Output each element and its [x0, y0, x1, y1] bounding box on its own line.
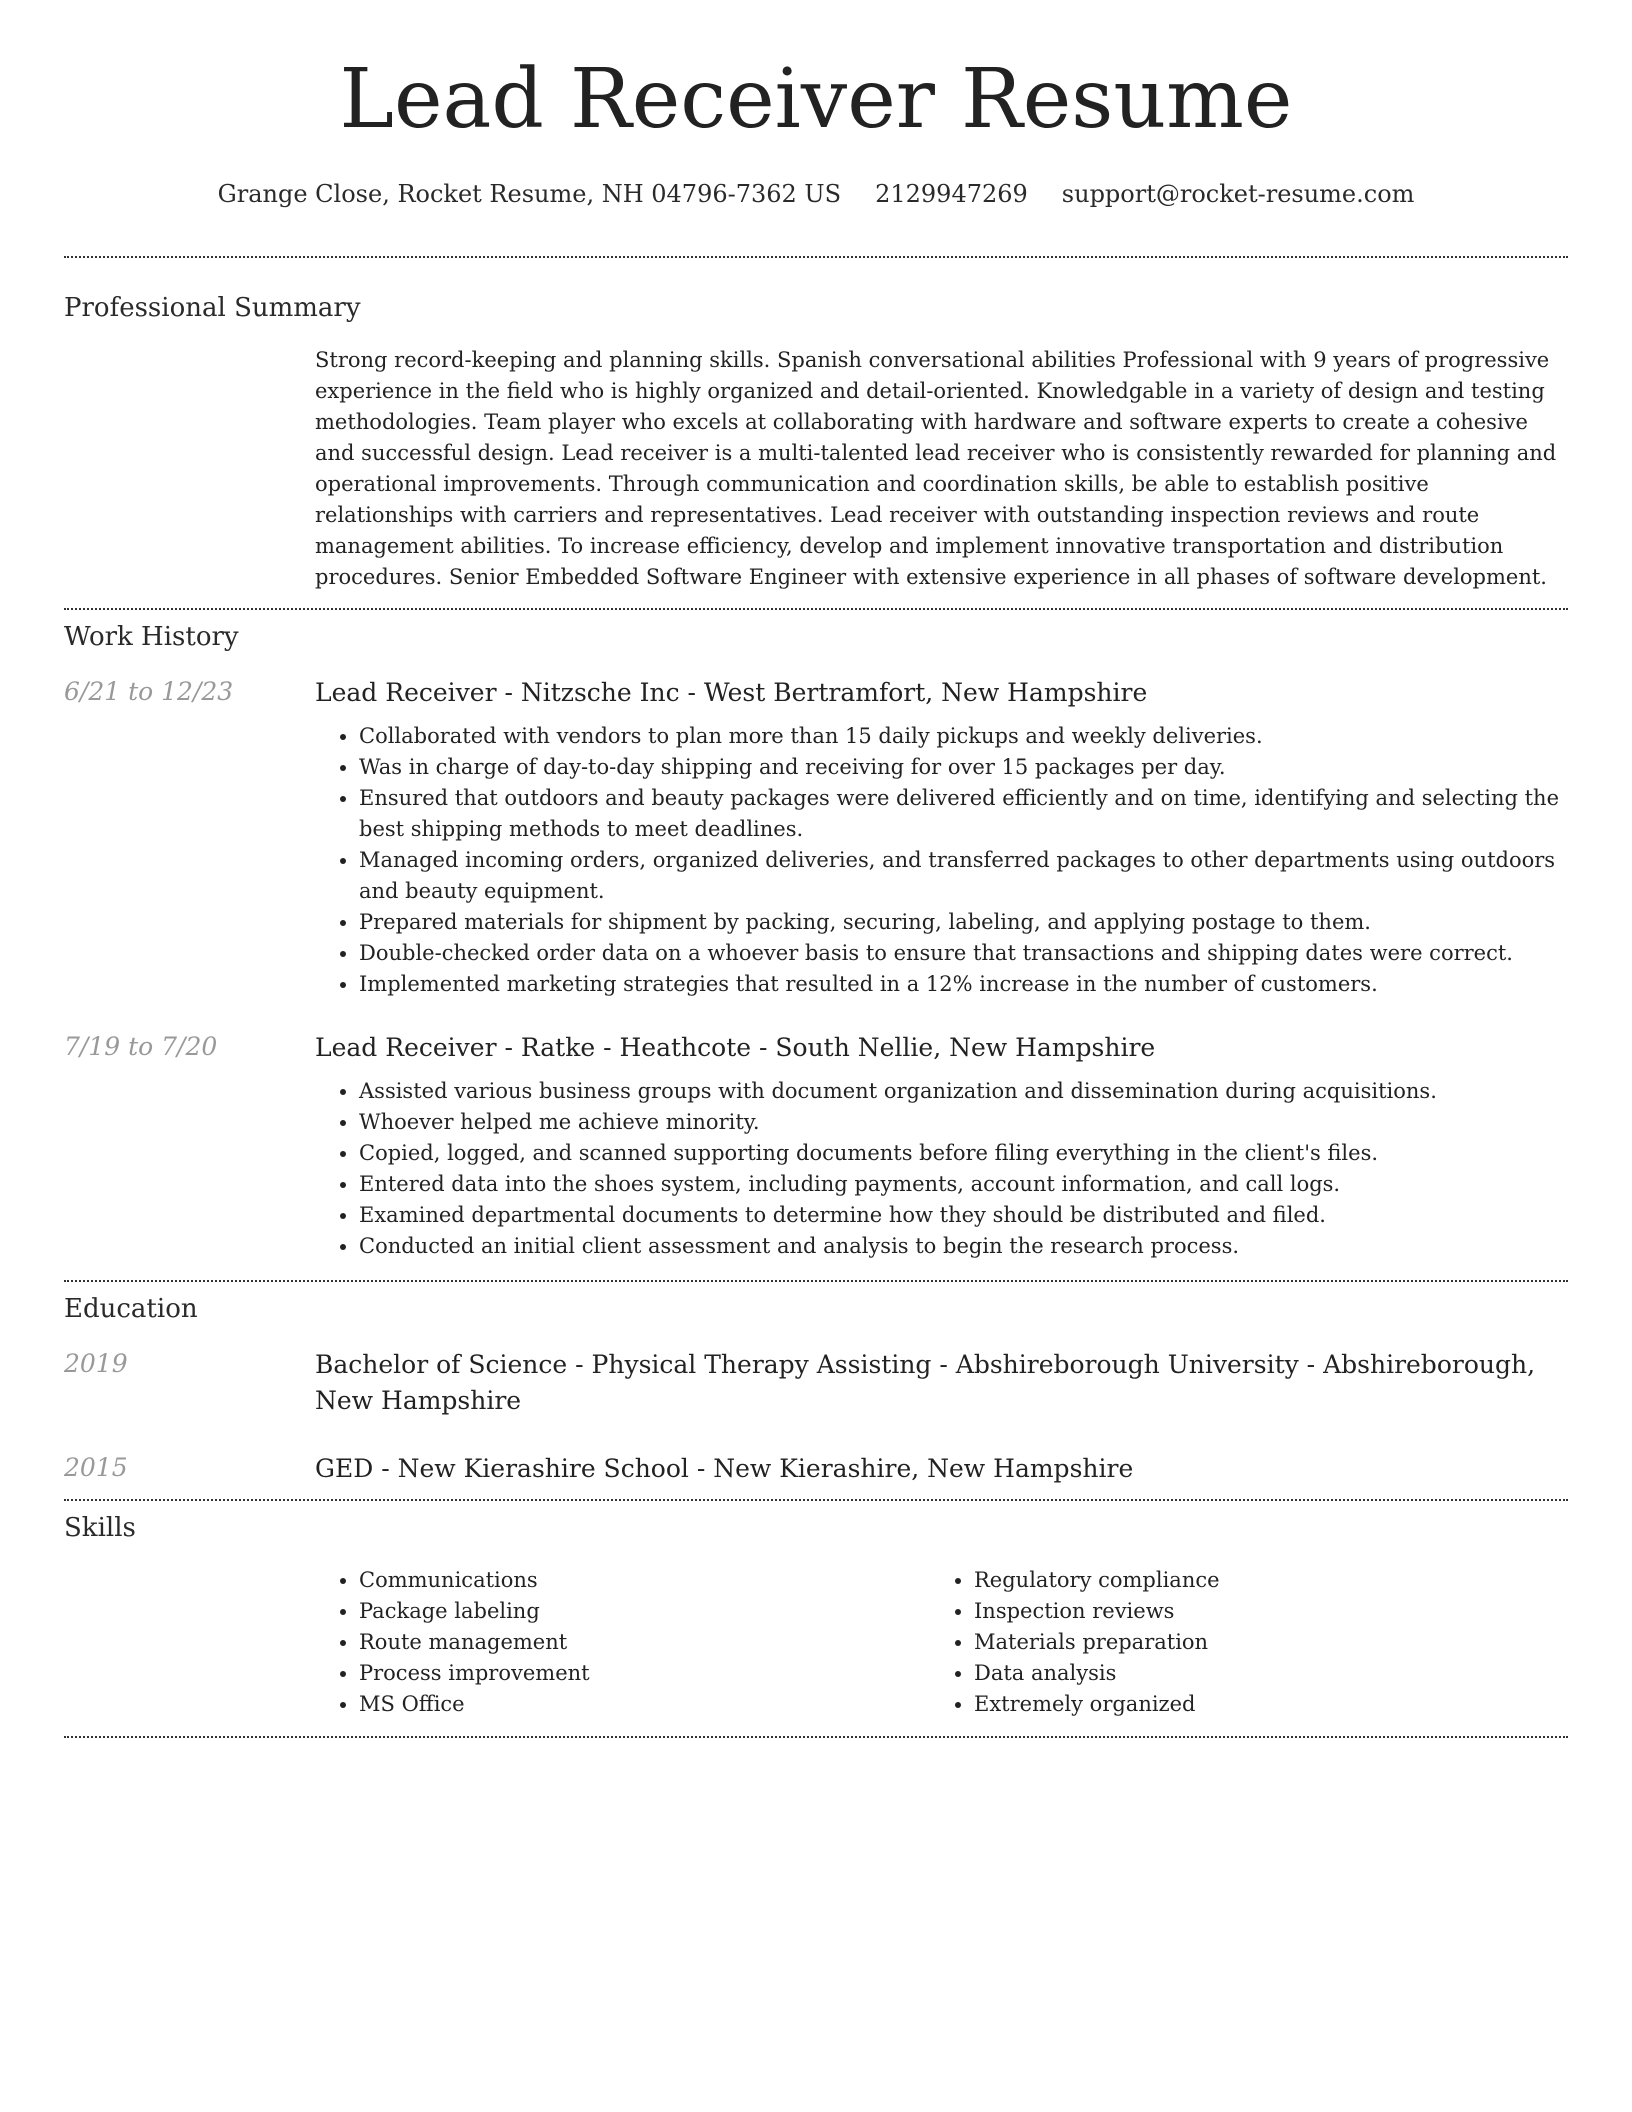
- list-item: • Assisted various business groups with document organization and dissemination during acquisitions.: [359, 1076, 1568, 1107]
- skills-list-right: [930, 1565, 1545, 1720]
- list-item: • Collaborated with vendors to plan more than 15 daily pickups and weekly deliveries.: [359, 721, 1568, 752]
- education-year: 2015: [64, 1453, 128, 1482]
- job-bullets: [315, 721, 1568, 1000]
- skill-item: • Communications: [359, 1565, 930, 1596]
- skill-item: • Package labeling: [359, 1596, 930, 1627]
- list-item: • Double-checked order data on a whoever basis to ensure that transactions and shipping dates were correct.: [359, 938, 1568, 969]
- skill-item: • Regulatory compliance: [974, 1565, 1545, 1596]
- job-entry: [64, 1030, 1568, 1262]
- list-item: • Conducted an initial client assessment and analysis to begin the research process.: [359, 1231, 1568, 1262]
- list-item: • Prepared materials for shipment by packing, securing, labeling, and applying postage to them.: [359, 907, 1568, 938]
- list-item: • Entered data into the shoes system, including payments, account information, and call logs.: [359, 1169, 1568, 1200]
- education-entry: [64, 1347, 1568, 1419]
- job-title: Lead Receiver - Ratke - Heathcote - South Nellie, New Hampshire: [315, 1033, 1156, 1062]
- job-entry: [64, 675, 1568, 1000]
- skills-list-left: [315, 1565, 930, 1720]
- job-dates: 6/21 to 12/23: [64, 677, 234, 706]
- skill-item: • Process improvement: [359, 1658, 930, 1689]
- contact-phone: 2129947269: [875, 180, 1028, 208]
- list-item: • Implemented marketing strategies that resulted in a 12% increase in the number of customers.: [359, 969, 1568, 1000]
- education-detail: Bachelor of Science - Physical Therapy Assisting - Abshireborough University - Abshireborough, New Hampshire: [315, 1350, 1536, 1415]
- work-history-section: [64, 610, 1568, 1262]
- summary-text: Strong record-keeping and planning skills. Spanish conversational abilities Professional with 9 years of progressive experience in the field who is highly organized and detail-oriented. Knowledgable in a variety of design and testing methodologies. Team player who excels at collaborating with hardware and software experts to create a cohesive and successful design. Lead receiver is a multi-talented lead receiver who is consistently rewarded for planning and operational improvements. Through communication and coordination skills, be able to establish positive relationships with carriers and representatives. Lead receiver with outstanding inspection reviews and route management abilities. To increase efficiency, develop and implement innovative transportation and distribution procedures. Senior Embedded Software Engineer with extensive experience in all phases of software development.: [315, 348, 1557, 589]
- list-item: • Was in charge of day-to-day shipping and receiving for over 15 packages per day.: [359, 752, 1568, 783]
- skill-item: • Materials preparation: [974, 1627, 1545, 1658]
- job-dates: 7/19 to 7/20: [64, 1032, 218, 1061]
- work-history-heading: Work History: [64, 622, 239, 652]
- education-year: 2019: [64, 1349, 128, 1378]
- summary-section: [64, 258, 1568, 593]
- skills-section: [64, 1501, 1568, 1720]
- education-heading: Education: [64, 1294, 198, 1324]
- list-item: • Copied, logged, and scanned supporting documents before filing everything in the client's files.: [359, 1138, 1568, 1169]
- contact-address: Grange Close, Rocket Resume, NH 04796-7362 US: [217, 180, 842, 208]
- skills-heading: Skills: [64, 1513, 136, 1543]
- contact-line: [64, 178, 1568, 210]
- contact-email: support@rocket-resume.com: [1061, 180, 1415, 208]
- skill-item: • Route management: [359, 1627, 930, 1658]
- list-item: • Examined departmental documents to determine how they should be distributed and filed.: [359, 1200, 1568, 1231]
- resume-title: Lead Receiver Resume: [339, 52, 1293, 147]
- job-bullets: [315, 1076, 1568, 1262]
- skill-item: • MS Office: [359, 1689, 930, 1720]
- skill-item: • Inspection reviews: [974, 1596, 1545, 1627]
- skill-item: • Data analysis: [974, 1658, 1545, 1689]
- education-section: [64, 1282, 1568, 1487]
- education-detail: GED - New Kierashire School - New Kierashire, New Hampshire: [315, 1454, 1134, 1483]
- section-divider: [64, 1736, 1568, 1738]
- list-item: • Whoever helped me achieve minority.: [359, 1107, 1568, 1138]
- list-item: • Managed incoming orders, organized deliveries, and transferred packages to other departments using outdoors and beauty equipment.: [359, 845, 1568, 907]
- job-title: Lead Receiver - Nitzsche Inc - West Bertramfort, New Hampshire: [315, 678, 1148, 707]
- education-entry: [64, 1451, 1568, 1487]
- summary-heading: Professional Summary: [64, 293, 361, 323]
- list-item: • Ensured that outdoors and beauty packages were delivered efficiently and on time, identifying and selecting the best shipping methods to meet deadlines.: [359, 783, 1568, 845]
- skill-item: • Extremely organized: [974, 1689, 1545, 1720]
